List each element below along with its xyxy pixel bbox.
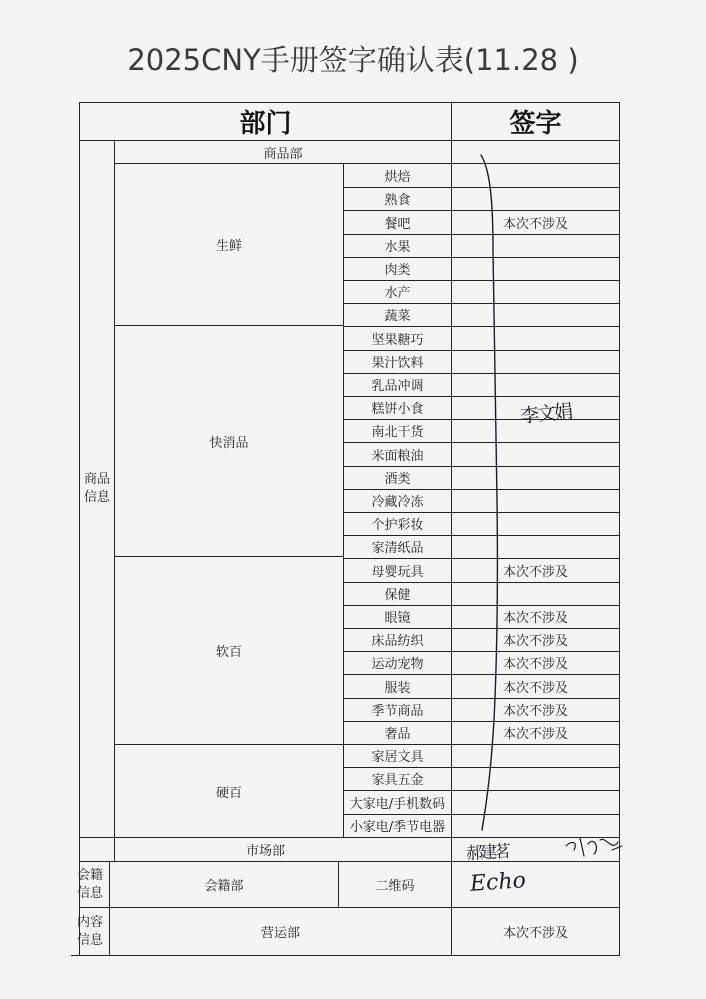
signature-cell: 本次不涉及 — [502, 216, 568, 232]
content-sign: 本次不涉及 — [502, 926, 568, 941]
category-cell: 肉类 — [384, 263, 411, 278]
section-fresh: 生鲜 — [215, 239, 242, 254]
category-cell: 熟食 — [384, 193, 411, 208]
category-cell: 水果 — [384, 240, 411, 255]
group-member-line2: 信息 — [76, 885, 103, 901]
category-cell: 大家电/手机数码 — [349, 796, 446, 812]
signature-fmcg: 李文娟 — [519, 400, 573, 428]
category-cell: 奢品 — [384, 727, 411, 742]
category-cell: 蔬菜 — [384, 309, 411, 324]
content-dept-label: 营运部 — [260, 926, 300, 941]
category-cell: 床品纺织 — [371, 634, 424, 649]
signature-cell: 本次不涉及 — [502, 680, 568, 696]
signature-cell: 本次不涉及 — [502, 704, 568, 719]
category-cell: 家居文具 — [371, 750, 424, 765]
category-cell: 糕饼小食 — [371, 402, 424, 417]
header-dept: 部门 — [239, 109, 292, 139]
header-sign: 签字 — [509, 109, 562, 139]
member-sub-label: 二维码 — [375, 879, 415, 894]
signature-bracket-line — [481, 155, 497, 830]
signature-cell: 本次不涉及 — [502, 564, 568, 580]
category-cell: 服装 — [384, 680, 411, 696]
signature-market: 郝建茗 — [465, 841, 509, 865]
signature-member: Echo — [469, 868, 527, 897]
section-fmcg: 快消品 — [209, 435, 249, 451]
category-cell: 运动宠物 — [371, 657, 424, 672]
signature-cell: 本次不涉及 — [502, 657, 568, 672]
section-hard: 硬百 — [215, 785, 242, 801]
group-product-line1: 商品 — [83, 471, 110, 487]
signature-cell: 本次不涉及 — [502, 611, 568, 626]
product-dept-label: 商品部 — [263, 146, 303, 162]
category-cell: 家具五金 — [371, 773, 424, 788]
signature-cell: 本次不涉及 — [502, 634, 568, 649]
category-cell: 保健 — [384, 588, 411, 603]
category-cell: 个护彩妆 — [371, 518, 424, 533]
category-cell: 水产 — [384, 286, 411, 301]
category-cell: 家清纸品 — [371, 541, 424, 556]
category-cell: 母婴玩具 — [371, 564, 424, 580]
group-product-line2: 信息 — [83, 489, 110, 505]
section-soft: 软百 — [215, 645, 242, 660]
group-content-line2: 信息 — [76, 932, 103, 948]
page-title: 2025CNY手册签字确认表(11.28 ) — [127, 43, 579, 77]
market-dept-label: 市场部 — [245, 844, 285, 859]
group-member-line1: 会籍 — [76, 867, 103, 883]
category-cell: 季节商品 — [371, 704, 424, 719]
category-cell: 酒类 — [384, 472, 411, 487]
signature-cell: 本次不涉及 — [502, 727, 568, 742]
group-content-line1: 内容 — [76, 914, 103, 930]
category-cell: 乳品冲调 — [371, 379, 424, 394]
category-cell: 坚果糖巧 — [371, 332, 424, 348]
category-cell: 米面粮油 — [371, 448, 424, 464]
category-cell: 南北干货 — [371, 425, 424, 440]
signature-market-scribble — [560, 830, 626, 864]
category-cell: 小家电/季节电器 — [349, 820, 446, 835]
category-cell: 眼镜 — [384, 611, 411, 626]
category-cell: 餐吧 — [384, 216, 411, 232]
category-cell: 烘焙 — [384, 170, 411, 185]
member-dept-label: 会籍部 — [204, 879, 244, 894]
category-cell: 果汁饮料 — [371, 356, 424, 371]
category-cell: 冷藏冷冻 — [371, 495, 424, 510]
